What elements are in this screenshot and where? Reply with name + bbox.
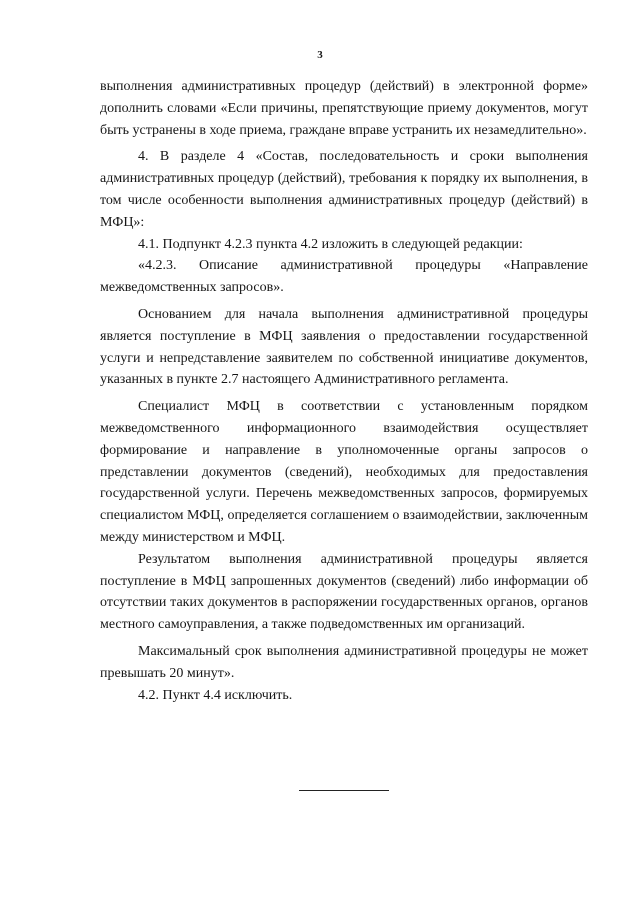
paragraph-max-time: Максимальный срок выполнения административной процедуры не может превышать 20 минут». — [100, 643, 588, 681]
paragraph-specialist: Специалист МФЦ в соответствии с установленным порядком межведомственного информационного взаимодействия осуществляет формирование и направление в уполномоченные органы запросов о представлении документов (сведений), необходимых для предоставления государственной услуги. Перечень межведомственных запросов, формируемых специалистом МФЦ, определяется соглашением о взаимодействии, заключенным между министерством и МФЦ. — [100, 399, 588, 545]
paragraph-item-4-2: 4.2. Пункт 4.4 исключить. — [138, 687, 293, 703]
paragraph-item-4-2-3: «4.2.3. Описание административной процедуры «Направление межведомственных запросов». — [100, 258, 588, 296]
paragraph-item-4-1: 4.1. Подпункт 4.2.3 пункта 4.2 изложить в следующей редакции: — [138, 236, 523, 252]
paragraph-basis: Основанием для начала выполнения административной процедуры является поступление в МФЦ заявления о предоставлении государственной услуги и непредставление заявителем по собственной инициативе документов, указанных в пункте 2.7 настоящего Административного регламента. — [100, 306, 588, 388]
paragraph-result: Результатом выполнения административной процедуры является поступление в МФЦ запрошенных документов (сведений) либо информации об отсутствии таких документов в распоряжении государственных органов, органов местного самоуправления, а также подведомственных им организаций. — [100, 551, 588, 633]
closing-rule — [299, 790, 389, 791]
paragraph-continuation: выполнения административных процедур (действий) в электронной форме» дополнить словами «Если причины, препятствующие приему документов, могут быть устранены в ходе приема, граждане вправе устранить их незамедлительно». — [100, 79, 588, 138]
page-number: 3 — [317, 49, 323, 61]
paragraph-section-4: 4. В разделе 4 «Состав, последовательность и сроки выполнения административных процедур (действий), требования к порядку их выполнения, в том числе особенности выполнения административных процедур (действий) в МФЦ»: — [100, 149, 588, 230]
document-body — [100, 76, 588, 706]
